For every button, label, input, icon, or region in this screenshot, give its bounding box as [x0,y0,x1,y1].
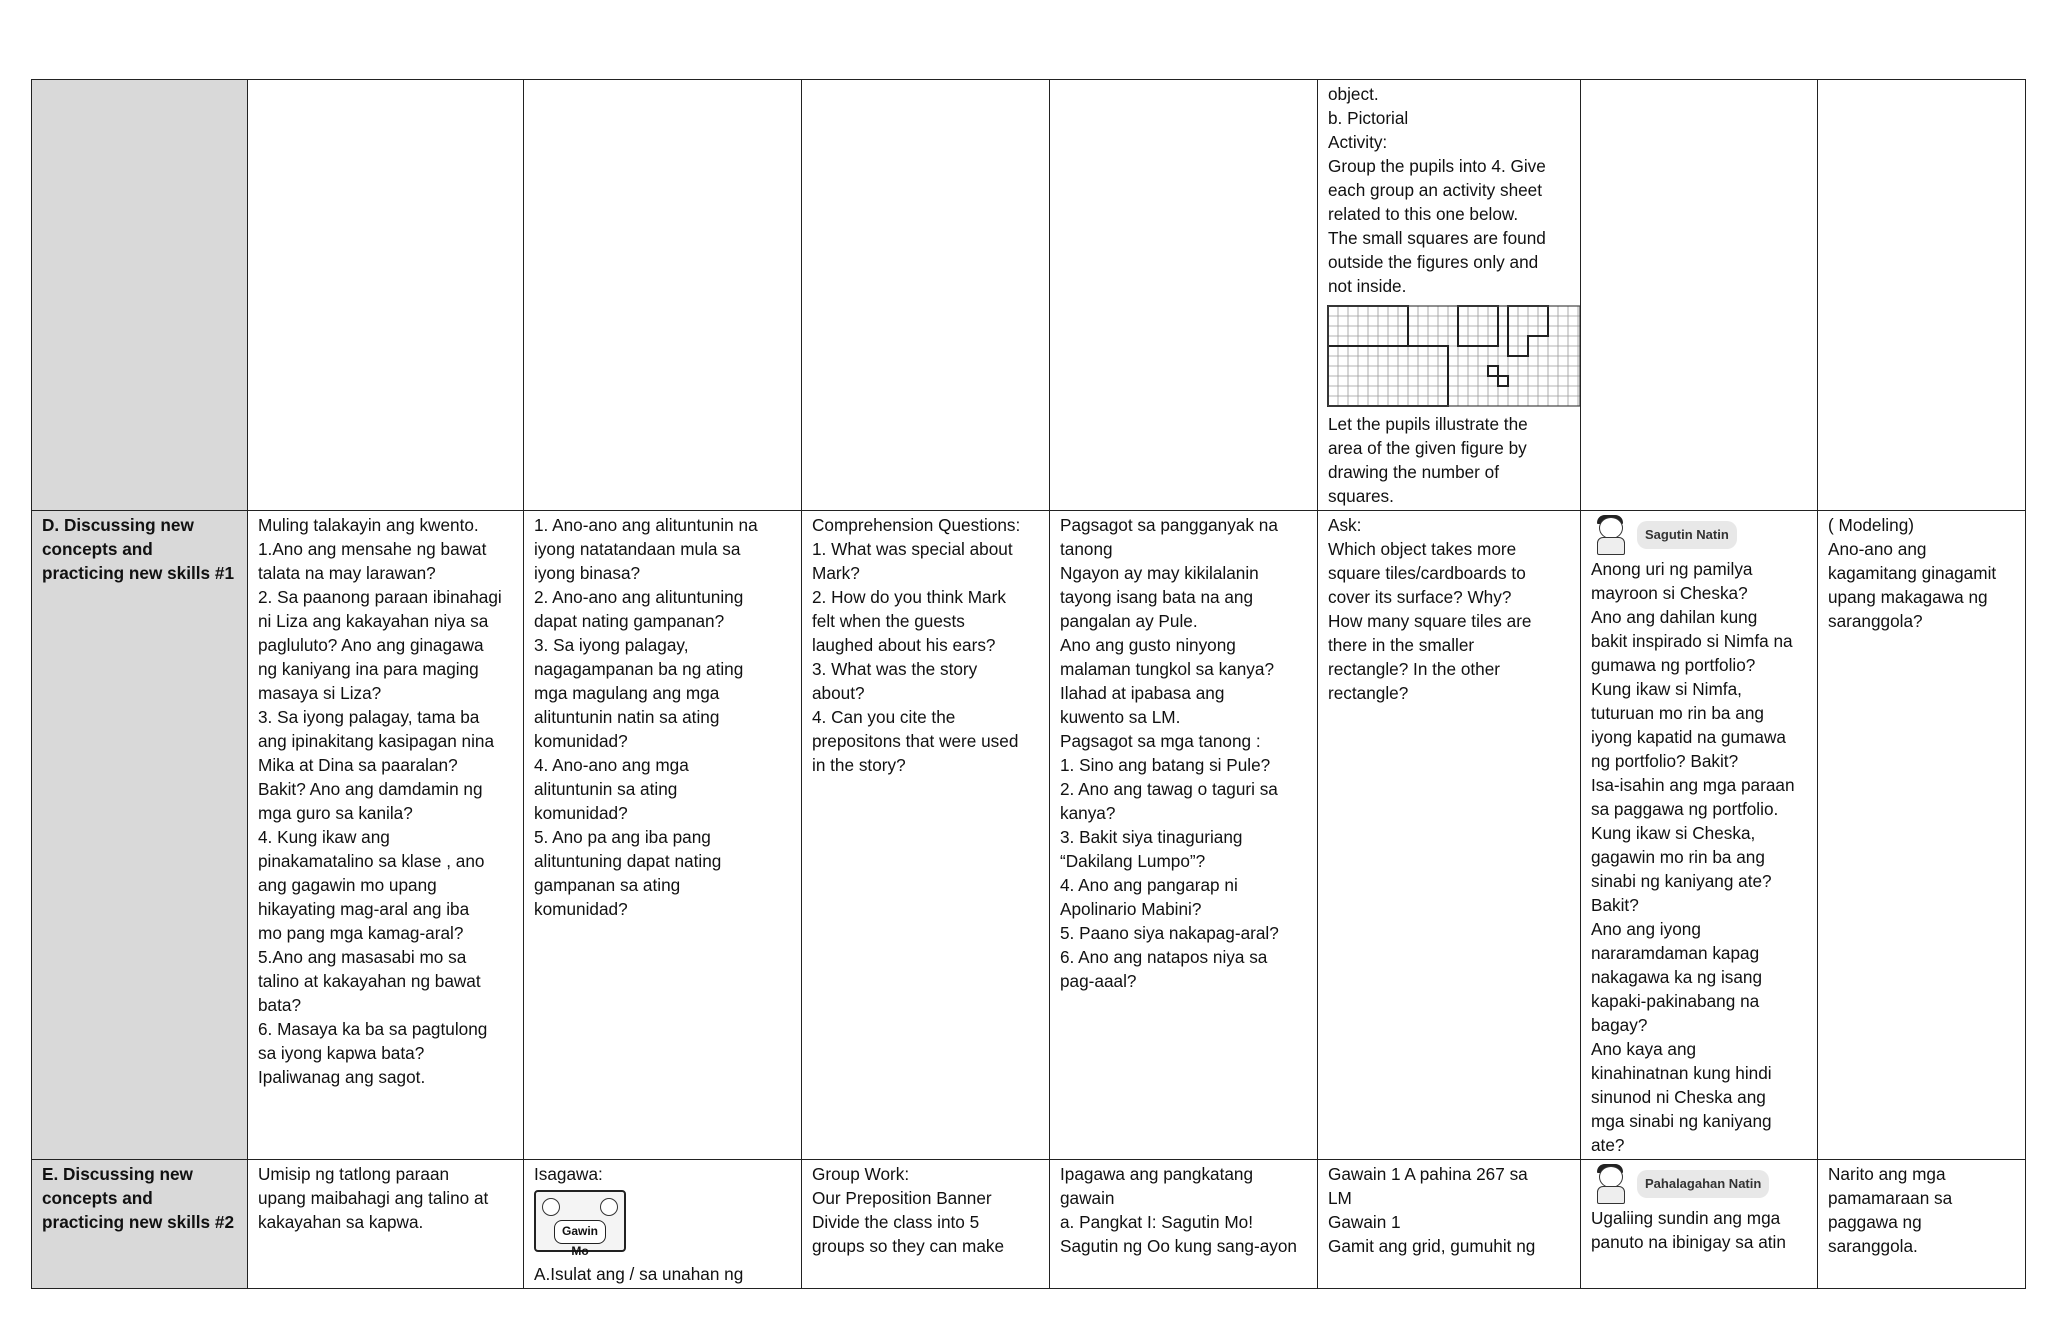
cell-text-line: Ano kaya ang [1591,1039,1697,1059]
cell-text-line: gawain [1060,1188,1115,1208]
table-cell [524,80,802,511]
cell-text-line: mga guro sa kanila? [258,803,413,823]
cell-text-line: Ano ang dahilan kung [1591,607,1758,627]
cell-text-line: Narito ang mga [1828,1164,1946,1184]
cell-text-line: tuturuan mo rin ba ang [1591,703,1764,723]
cell-text-line: Ipaliwanag ang sagot. [258,1067,426,1087]
cell-text-line: related to this one below. [1328,204,1519,224]
cell-text-line: panuto na ibinigay sa atin [1591,1232,1786,1252]
cell-text-line: Bakit? [1591,895,1639,915]
cell-text-line: Gawain 1 [1328,1212,1401,1232]
cell-text-line: sinunod ni Cheska ang [1591,1087,1766,1107]
row-label: E. Discussing new concepts and practicing new skills #2 [32,1160,248,1289]
cell-text-line: Gamit ang grid, gumuhit ng [1328,1236,1536,1256]
cell-text-line: Kung ikaw si Cheska, [1591,823,1756,843]
cell-text-line: 3. What was the story [812,659,978,679]
cell-text-line: prepositons that were used [812,731,1019,751]
cell-text-line: ng kaniyang ina para maging [258,659,479,679]
child-face-icon [600,1198,618,1216]
cell-text-line: nakagawa ka ng isang [1591,967,1763,987]
cell-text-line: Our Preposition Banner [812,1188,992,1208]
cell-text-line: 6. Ano ang natapos niya sa [1060,947,1268,967]
cell-text-line: saranggola? [1828,611,1923,631]
cell-text-line: kagamitang ginagamit [1828,563,1997,583]
cell-text-line: rectangle? [1328,683,1409,703]
table-cell [1318,511,1581,1160]
gawin-mo-image [534,1190,626,1258]
cell-text-line: 4. Ano ang pangarap ni [1060,875,1238,895]
cell-text-line: Ilahad at ipabasa ang [1060,683,1225,703]
section-banner-label: Pahalagahan Natin [1637,1170,1769,1198]
cell-text-line: mga magulang ang mga [534,683,720,703]
child-face-icon [542,1198,560,1216]
cell-text-line: Sagutin ng Oo kung sang-ayon [1060,1236,1297,1256]
cell-text-line: ang ipinakitang kasipagan nina [258,731,495,751]
cell-text-line: bata? [258,995,302,1015]
table-cell [802,1160,1050,1289]
cell-text-line: Let the pupils illustrate the [1328,414,1528,434]
table-cell [248,1160,524,1289]
cell-text-line: mayroon si Cheska? [1591,583,1748,603]
cell-text-line: ng portfolio? Bakit? [1591,751,1739,771]
cell-text-line: Divide the class into 5 [812,1212,980,1232]
cell-text-line: 2. Sa paanong paraan ibinahagi [258,587,502,607]
cell-text-line: 5. Paano siya nakapag-aral? [1060,923,1279,943]
cell-text-line: Muling talakayin ang kwento. [258,515,479,535]
cell-text-line: sa iyong kapwa bata? [258,1043,425,1063]
section-banner-label: Sagutin Natin [1637,521,1737,549]
cell-text-line: ( Modeling) [1828,515,1914,535]
cell-text-line: Pagsagot sa pangganyak na [1060,515,1278,535]
cell-text-line: a. Pangkat I: Sagutin Mo! [1060,1212,1253,1232]
cell-text-line: tanong [1060,539,1113,559]
sagutin-natin-image [1591,513,1807,557]
cell-text-line: 2. How do you think Mark [812,587,1006,607]
cell-text-line: 1. Ano-ano ang alituntunin na [534,515,758,535]
cell-text-line: Apolinario Mabini? [1060,899,1202,919]
table-row [32,511,2026,1160]
cell-text-line: b. Pictorial [1328,108,1409,128]
cell-text-line: kuwento sa LM. [1060,707,1181,727]
cell-text-line: Group the pupils into 4. Give [1328,156,1546,176]
cell-text-line: kanya? [1060,803,1116,823]
cell-text-line: pangalan ay Pule. [1060,611,1198,631]
child-illustration-icon [1591,1164,1629,1204]
cell-text-line: 4. Kung ikaw ang [258,827,390,847]
cell-text-line: sinabi ng kaniyang ate? [1591,871,1772,891]
cell-text-line: Isagawa: [534,1164,603,1184]
cell-text-line: gampanan sa ating [534,875,681,895]
cell-text-line: 5. Ano pa ang iba pang [534,827,711,847]
cell-text-line: gumawa ng portfolio? [1591,655,1756,675]
cell-text-line: alituntunin natin sa ating [534,707,720,727]
cell-text-line: Ano ang iyong [1591,919,1701,939]
table-cell [1581,1160,1818,1289]
cell-text-line: 4. Can you cite the [812,707,956,727]
cell-text-line: ate? [1591,1135,1625,1155]
cell-text-line: outside the figures only and [1328,252,1539,272]
cell-text-line: 1. Sino ang batang si Pule? [1060,755,1271,775]
table-cell [524,511,802,1160]
area-grid-figure [1326,304,1581,408]
cell-text-line: not inside. [1328,276,1407,296]
cell-text-line: Which object takes more [1328,539,1517,559]
cell-text-line: there in the smaller [1328,635,1475,655]
table-cell [524,1160,802,1289]
cell-text-line: Activity: [1328,132,1388,152]
cell-text-line: Ipagawa ang pangkatang [1060,1164,1254,1184]
cell-text-line: Ask: [1328,515,1362,535]
cell-text-line: sa paggawa ng portfolio. [1591,799,1779,819]
cell-text-line: 3. Bakit siya tinaguriang [1060,827,1243,847]
cell-text-line: “Dakilang Lumpo”? [1060,851,1206,871]
cell-text-line: masaya si Liza? [258,683,382,703]
row-label: D. Discussing new concepts and practicing new skills #1 [32,511,248,1160]
lesson-plan-table [31,79,2026,1289]
cell-text-line: pinakamatalino sa klase , ano [258,851,485,871]
cell-text-line: about? [812,683,865,703]
table-cell [248,511,524,1160]
cell-text-line: Umisip ng tatlong paraan [258,1164,450,1184]
gawin-mo-label: Gawin Mo [554,1220,606,1244]
cell-text-line: Ano ang gusto ninyong [1060,635,1236,655]
cell-text-line: iyong kapatid na gumawa [1591,727,1786,747]
cell-text-line: 2. Ano-ano ang alituntuning [534,587,744,607]
cell-text-line: How many square tiles are [1328,611,1532,631]
cell-text-line: cover its surface? Why? [1328,587,1512,607]
table-cell [1818,511,2026,1160]
table-cell [1318,80,1581,511]
cell-text-line: malaman tungkol sa kanya? [1060,659,1275,679]
cell-text-line: upang makagawa ng [1828,587,1988,607]
table-cell [1581,511,1818,1160]
cell-text-line: 3. Sa iyong palagay, tama ba [258,707,480,727]
cell-text-line: area of the given figure by [1328,438,1527,458]
cell-text-line: 5.Ano ang masasabi mo sa [258,947,467,967]
cell-text-line: mo pang mga kamag-aral? [258,923,464,943]
table-cell [802,511,1050,1160]
cell-text-line: hikayating mag-aral ang iba [258,899,470,919]
cell-text-line: Ugaliing sundin ang mga [1591,1208,1781,1228]
cell-text-line: ang gagawin mo upang [258,875,437,895]
table-row [32,1160,2026,1289]
cell-text-line: Gawain 1 A pahina 267 sa [1328,1164,1528,1184]
table-row [32,80,2026,511]
cell-text-line: 3. Sa iyong palagay, [534,635,689,655]
cell-text-line: nararamdaman kapag [1591,943,1760,963]
cell-text-line: Bakit? Ano ang damdamin ng [258,779,483,799]
cell-text-line: saranggola. [1828,1236,1918,1256]
cell-text-line: pag-aaal? [1060,971,1137,991]
cell-text-line: Mark? [812,563,860,583]
cell-text-line: square tiles/cardboards to [1328,563,1526,583]
cell-text-line: bakit inspirado si Nimfa na [1591,631,1793,651]
cell-text-line: alituntunin sa ating [534,779,678,799]
cell-text-line: dapat nating gampanan? [534,611,725,631]
cell-text-line: mga sinabi ng kaniyang [1591,1111,1772,1131]
cell-text-line: rectangle? In the other [1328,659,1500,679]
cell-text-line: talata na may larawan? [258,563,436,583]
cell-text-line: Pagsagot sa mga tanong : [1060,731,1261,751]
cell-text-line: 6. Masaya ka ba sa pagtulong [258,1019,488,1039]
cell-text-line: alituntuning dapat nating [534,851,722,871]
cell-text-line: kakayahan sa kapwa. [258,1212,424,1232]
cell-text-line: Ano-ano ang [1828,539,1927,559]
cell-text-line: komunidad? [534,731,628,751]
cell-text-line: komunidad? [534,899,628,919]
cell-text-line: groups so they can make [812,1236,1005,1256]
cell-text-line: Ngayon ay may kikilalanin [1060,563,1259,583]
cell-text-line: squares. [1328,486,1394,506]
cell-text-line: felt when the guests [812,611,965,631]
cell-text-line: Comprehension Questions: [812,515,1021,535]
table-cell [1818,80,2026,511]
cell-text-line: kinahinatnan kung hindi [1591,1063,1772,1083]
cell-text-line: pamamaraan sa [1828,1188,1953,1208]
table-cell [1581,80,1818,511]
cell-text-line: 2. Ano ang tawag o taguri sa [1060,779,1278,799]
cell-text-line: ni Liza ang kakayahan niya sa [258,611,489,631]
cell-text-line: Anong uri ng pamilya [1591,559,1753,579]
cell-text-line: laughed about his ears? [812,635,996,655]
cell-text-line: paggawa ng [1828,1212,1922,1232]
table-cell [248,80,524,511]
cell-text-line: nagagampanan ba ng ating [534,659,744,679]
cell-text-line: bagay? [1591,1015,1648,1035]
table-cell [1050,511,1318,1160]
cell-text-line: Group Work: [812,1164,910,1184]
cell-text-line: komunidad? [534,803,628,823]
pahalagahan-natin-image [1591,1162,1807,1206]
cell-text-line: iyong natatandaan mula sa [534,539,741,559]
cell-text-line: object. [1328,84,1379,104]
cell-text-line: LM [1328,1188,1352,1208]
cell-text-line: drawing the number of [1328,462,1500,482]
cell-text-line: upang maibahagi ang talino at [258,1188,489,1208]
table-cell [1818,1160,2026,1289]
cell-text-line: The small squares are found [1328,228,1546,248]
cell-text-line: 1.Ano ang mensahe ng bawat [258,539,487,559]
child-illustration-icon [1591,515,1629,555]
row-label [32,80,248,511]
cell-text-line: gagawin mo rin ba ang [1591,847,1765,867]
cell-text-line: Mika at Dina sa paaralan? [258,755,458,775]
cell-text-line: talino at kakayahan ng bawat [258,971,481,991]
cell-text-line: each group an activity sheet [1328,180,1543,200]
cell-text-line: pagluluto? Ano ang ginagawa [258,635,484,655]
table-cell [802,80,1050,511]
cell-text-line: iyong binasa? [534,563,641,583]
cell-text-line: A.Isulat ang / sa unahan ng [534,1264,744,1284]
cell-text-line: tayong isang bata na ang [1060,587,1254,607]
cell-text-line: kapaki-pakinabang na [1591,991,1760,1011]
cell-text-line: in the story? [812,755,906,775]
table-cell [1050,1160,1318,1289]
table-cell [1318,1160,1581,1289]
cell-text-line: Kung ikaw si Nimfa, [1591,679,1742,699]
cell-text-line: 4. Ano-ano ang mga [534,755,689,775]
table-cell [1050,80,1318,511]
cell-text-line: 1. What was special about [812,539,1013,559]
cell-text-line: Isa-isahin ang mga paraan [1591,775,1795,795]
